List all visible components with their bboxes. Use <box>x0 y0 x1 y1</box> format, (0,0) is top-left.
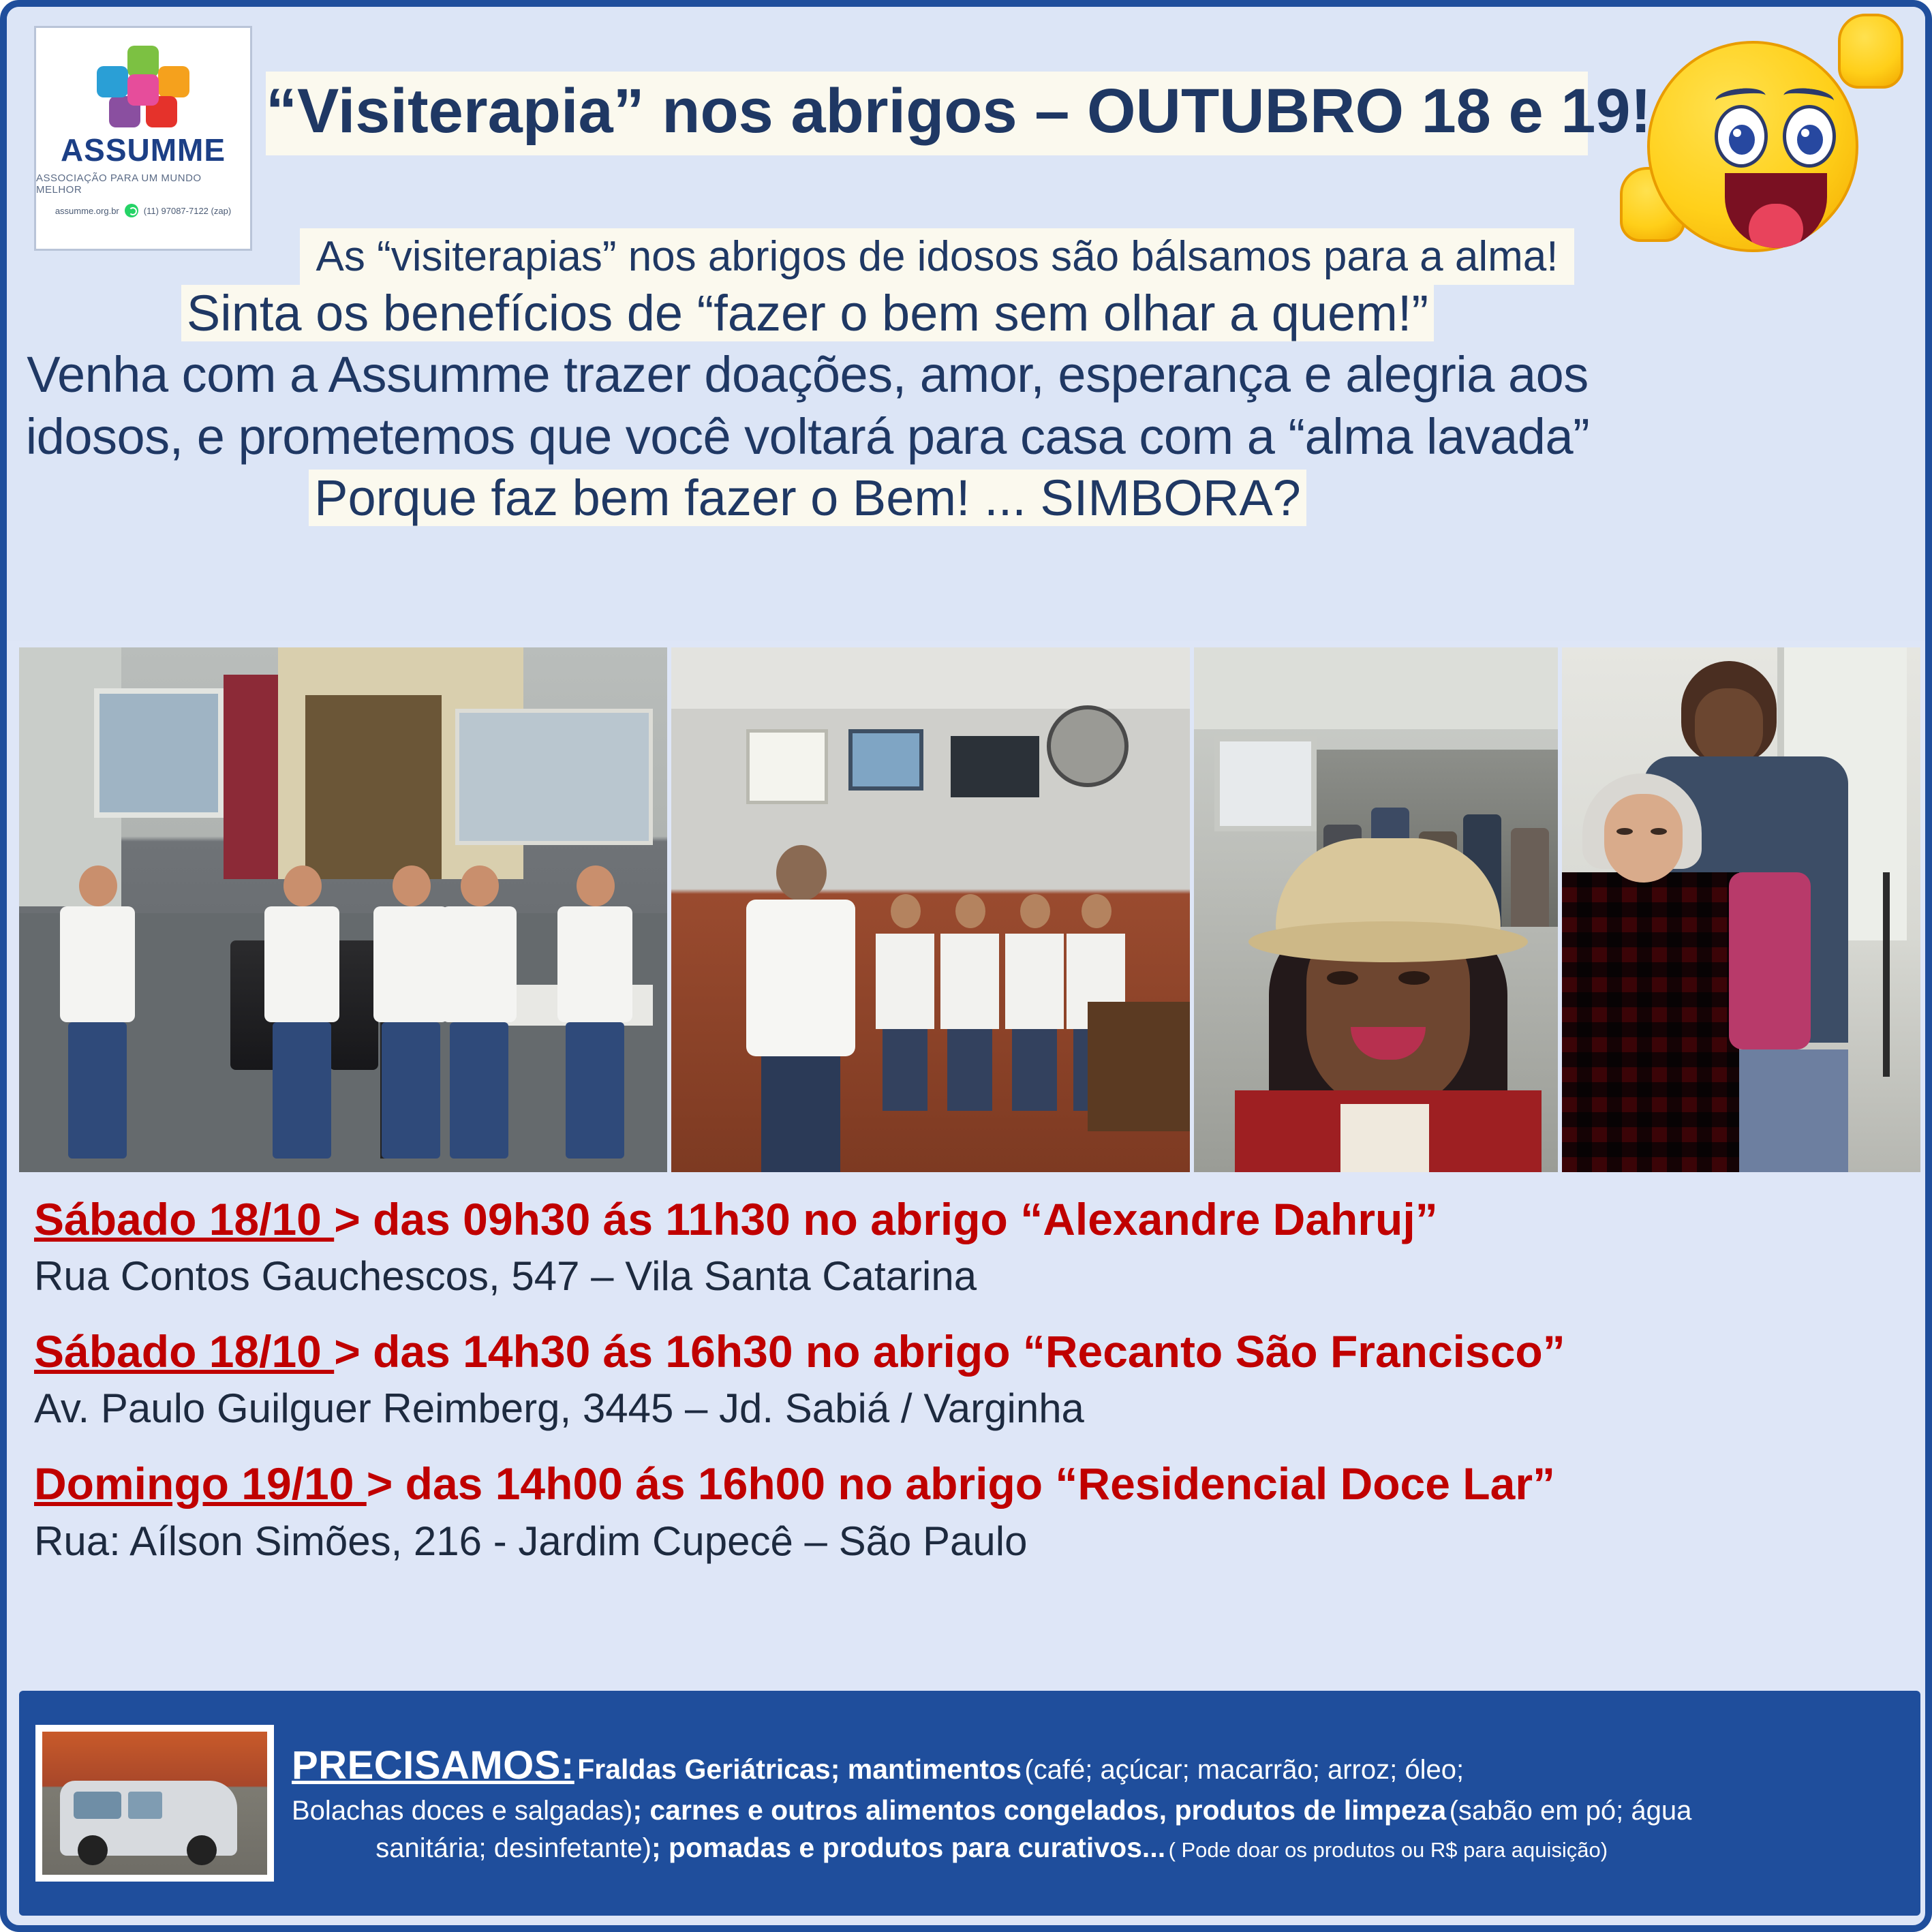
poster-subtitle: As “visiterapias” nos abrigos de idosos são bálsamos para a alma! <box>316 233 1559 280</box>
schedule-address: Av. Paulo Guilguer Reimberg, 3445 – Jd. Sabiá / Varginha <box>34 1385 1084 1432</box>
poster-title: “Visiterapia” nos abrigos – OUTUBRO 18 e 19! <box>266 76 1652 146</box>
schedule-address: Rua Contos Gauchescos, 547 – Vila Santa Catarina <box>34 1253 977 1300</box>
smiling-emoji-icon <box>1620 14 1906 279</box>
emoji-hand-upper-icon <box>1838 14 1903 89</box>
needs-normal-1: (café; açúcar; macarrão; arroz; óleo; <box>1024 1754 1465 1785</box>
photo-strip <box>19 647 1920 1172</box>
schedule-time: > das 14h00 ás 16h00 no abrigo “Residencial Doce Lar” <box>366 1458 1556 1509</box>
needs-normal-3: (sabão em pó; água <box>1449 1796 1692 1826</box>
photo-music-room <box>19 647 667 1172</box>
needs-normal-2: Bolachas doces e salgadas) <box>292 1796 633 1826</box>
logo-name: ASSUMME <box>60 132 226 168</box>
logo-contact <box>55 204 231 217</box>
schedule-day: Sábado 18/10 <box>34 1194 335 1244</box>
schedule-day: Domingo 19/10 <box>34 1458 367 1509</box>
needs-bold-1: Fraldas Geriátricas; mantimentos <box>577 1753 1022 1785</box>
website-label: assumme.org.br <box>55 205 119 216</box>
header-line-2: Venha com a Assumme trazer doações, amor, esperança e alegria aos <box>27 346 1589 403</box>
header-line-1: Sinta os benefícios de “fazer o bem sem olhar a quem!” <box>24 283 1591 344</box>
whatsapp-icon <box>125 204 138 217</box>
photo-donation-van <box>35 1725 274 1882</box>
schedule-day: Sábado 18/10 <box>34 1326 335 1377</box>
needs-normal-4: sanitária; desinfetante) <box>375 1833 651 1864</box>
flower-logo-icon <box>95 46 191 127</box>
title-banner <box>266 72 1652 155</box>
needs-label: PRECISAMOS: <box>292 1743 574 1788</box>
photo-shelter-hall <box>671 647 1190 1172</box>
schedule-heading <box>34 1193 1901 1246</box>
header-line-4: Porque faz bem fazer o Bem! ... SIMBORA? <box>24 467 1591 529</box>
phone-label: (11) 97087-7122 (zap) <box>143 205 232 216</box>
schedule-item <box>34 1325 1901 1434</box>
emoji-face <box>1647 41 1858 252</box>
schedule-list <box>34 1193 1901 1590</box>
schedule-heading <box>34 1325 1901 1379</box>
logo-tagline: ASSOCIAÇÃO PARA UM MUNDO MELHOR <box>36 172 202 196</box>
photo-woman-with-hat <box>1194 647 1558 1172</box>
needs-text <box>292 1740 1691 1867</box>
schedule-item <box>34 1193 1901 1302</box>
schedule-heading <box>34 1457 1901 1511</box>
needs-bold-3: ; pomadas e produtos para curativos... <box>651 1832 1166 1864</box>
schedule-item <box>34 1457 1901 1566</box>
needs-footer <box>19 1691 1920 1916</box>
subtitle-banner <box>300 228 1574 285</box>
schedule-address: Rua: Aílson Simões, 216 - Jardim Cupecê – São Paulo <box>34 1518 1028 1564</box>
header-line-3: idosos, e prometemos que você voltará para casa com a “alma lavada” <box>25 408 1590 465</box>
photo-volunteer-helping-elder <box>1562 647 1920 1172</box>
needs-note: ( Pode doar os produtos ou R$ para aquisição) <box>1168 1838 1608 1862</box>
header-paragraph <box>24 283 1591 529</box>
schedule-time: > das 14h30 ás 16h30 no abrigo “Recanto São Francisco” <box>334 1326 1565 1377</box>
needs-bold-2: ; carnes e outros alimentos congelados, produtos de limpeza <box>632 1794 1447 1826</box>
poster-header <box>7 7 1925 641</box>
schedule-time: > das 09h30 ás 11h30 no abrigo “Alexandre Dahruj” <box>334 1194 1438 1244</box>
assumme-logo <box>34 26 252 251</box>
